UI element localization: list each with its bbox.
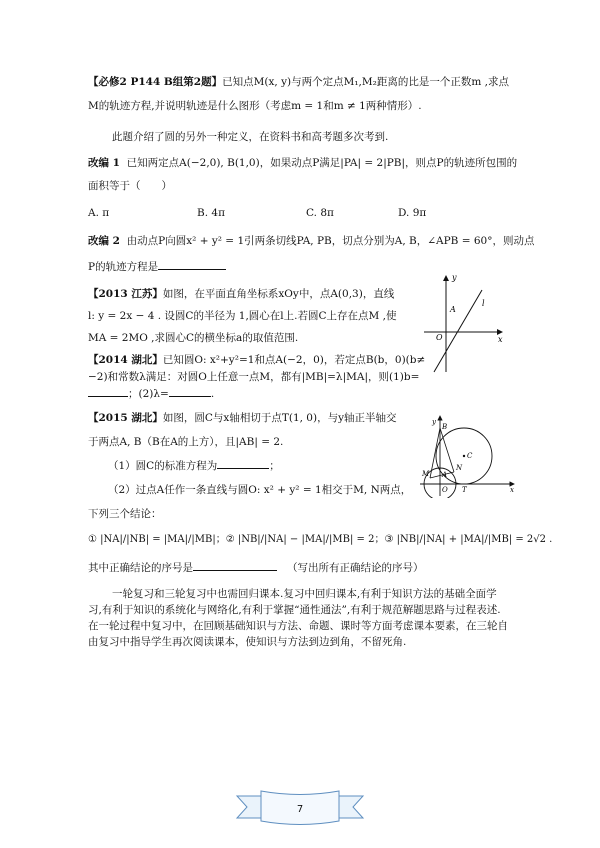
hubei2-line1: [88, 410, 397, 426]
fig2-x-label: x: [510, 486, 514, 494]
fig2-c-label: C: [467, 452, 473, 460]
fig1-a-label: A: [450, 305, 456, 314]
variant2-line2: [88, 259, 226, 275]
jiangsu-text1: 如图，在平面直角坐标系xOy中，点A(0,3)，直线: [162, 288, 395, 300]
fig2-b-label: B: [442, 423, 448, 431]
problem-main-line1: [88, 74, 509, 90]
hubei2-q1-line: [108, 458, 280, 474]
problem-main-tag: 【必修2 P144 B组第2题】: [88, 76, 223, 88]
variant1-option-a: A. π: [88, 207, 110, 219]
hubei2-text1: 如图，圆C与x轴相切于点T(1, 0)，与y轴正半轴交: [162, 412, 397, 424]
fig1-o-label: O: [436, 333, 443, 342]
jiangsu-tag: 【2013 江苏】: [88, 288, 163, 300]
variant1-label: 改编 1: [88, 157, 120, 169]
hubei2-q1-blank: [217, 458, 269, 469]
hubei1-tag: 【2014 湖北】: [88, 354, 163, 366]
summary-line1: 一轮复习和三轮复习中也需回归课本.复习中回归课本,有利于知识方法的基础全面学: [112, 588, 497, 600]
summary-line4: 由复习中指导学生再次阅读课本，使知识与方法到边到角，不留死角.: [88, 636, 407, 648]
hubei1-line3: [88, 386, 214, 402]
hubei1-text2: −2)和常数λ满足：对圆O上任意一点M，都有|MB|=λ|MA|，则(1)b=: [88, 371, 420, 383]
hubei2-q2: （2）过点A任作一条直线与圆O: x² + y² = 1相交于M, N两点，: [108, 484, 412, 496]
fig2-n-label: N: [456, 464, 463, 472]
summary-line2: 习,有利于知识的系统化与网络化,有利于掌握“通性通法”,有利于规范解题思路与过程表述.: [88, 604, 501, 616]
variant1-option-b: B. 4π: [197, 207, 225, 219]
intro-text: 此题介绍了圆的另外一种定义，在资料书和高考题多次考到.: [112, 131, 389, 143]
hubei2-answer-line: [88, 560, 424, 576]
hubei2-answer-prefix: 其中正确结论的序号是: [88, 562, 193, 574]
hubei1-text3a: ；(2)λ=: [128, 388, 169, 400]
variant1-line1: [88, 155, 517, 171]
hubei2-text2: 于两点A, B（B在A的上方），且|AB| = 2.: [88, 436, 284, 448]
hubei2-q1: （1）圆C的标准方程为: [108, 460, 218, 472]
variant1-option-c: C. 8π: [306, 207, 334, 219]
fig2-a-label: A: [442, 471, 448, 479]
fig2-center-c: [463, 455, 465, 457]
variant2-line1: [88, 233, 534, 249]
hubei2-figure: [418, 412, 518, 498]
fig1-x-label: x: [498, 335, 503, 344]
summary-line3: 在一轮过程中复习中，在回顾基础知识与方法、命题、课时等方面考虑课本要素，在三轮自: [88, 620, 508, 632]
fig1-y-label: y: [452, 273, 457, 282]
hubei2-conclusions: ① |NA|/|NB| = |MA|/|MB|；② |NB|/|NA| − |MA|/|MB| = 2；③ |NB|/|NA| + |MA|/|MB| = 2√2 .: [88, 534, 553, 545]
jiangsu-text2: l: y = 2x − 4 . 设圆C的半径为 1,圆心在l上.若圆C上存在点M ,使: [88, 310, 397, 322]
fig1-l-label: l: [482, 299, 485, 308]
hubei2-q1-end: ；: [269, 460, 280, 472]
hubei1-blank-b: [88, 386, 128, 397]
fig2-t-label: T: [462, 486, 467, 494]
variant1-text1: 已知两定点A(−2,0), B(1,0)，如果动点P满足|PA| = 2|PB|，则点P的轨迹所包围的: [126, 157, 518, 169]
problem-main-text1: 已知点M(x, y)与两个定点M₁,M₂距离的比是一个正数m ,求点: [222, 76, 509, 88]
variant1-option-d: D. 9π: [398, 207, 427, 219]
hubei1-text1: 已知圆O: x²+y²=1和点A(−2，0)，若定点B(b，0)(b≠: [162, 354, 426, 366]
variant1-text2: 面积等于（ ）: [88, 180, 172, 192]
fig2-line-bm: [430, 428, 440, 478]
page-number: 7: [296, 804, 304, 815]
hubei2-tag: 【2015 湖北】: [88, 412, 163, 424]
fig1-line-l: [434, 290, 482, 372]
variant2-text2: P的轨迹方程是: [88, 261, 159, 273]
hubei2-answer-blank: [193, 560, 277, 571]
hubei1-line1: [88, 352, 425, 368]
variant2-answer-blank: [158, 259, 226, 270]
jiangsu-line1: [88, 286, 394, 302]
hubei2-q3: 下列三个结论：: [88, 508, 162, 520]
fig2-m-label: M: [422, 470, 430, 478]
fig2-o-label: O: [442, 486, 448, 494]
fig2-y-label: y: [432, 418, 436, 426]
fig2-line-bn: [440, 428, 454, 472]
hubei2-answer-hint: （写出所有正确结论的序号）: [287, 562, 424, 574]
problem-main-text2: M的轨迹方程,并说明轨迹是什么图形（考虑m = 1和m ≠ 1两种情形）.: [88, 100, 422, 112]
jiangsu-figure: [420, 268, 510, 378]
variant2-label: 改编 2: [88, 235, 120, 247]
variant2-text1: 由动点P向圆x² + y² = 1引两条切线PA, PB，切点分别为A, B，∠APB = 60°，则动点: [126, 235, 535, 247]
hubei1-text3b: .: [210, 388, 215, 400]
hubei1-blank-lambda: [169, 386, 211, 397]
jiangsu-text3: MA = 2MO ,求圆心C的横坐标a的取值范围.: [88, 332, 299, 344]
